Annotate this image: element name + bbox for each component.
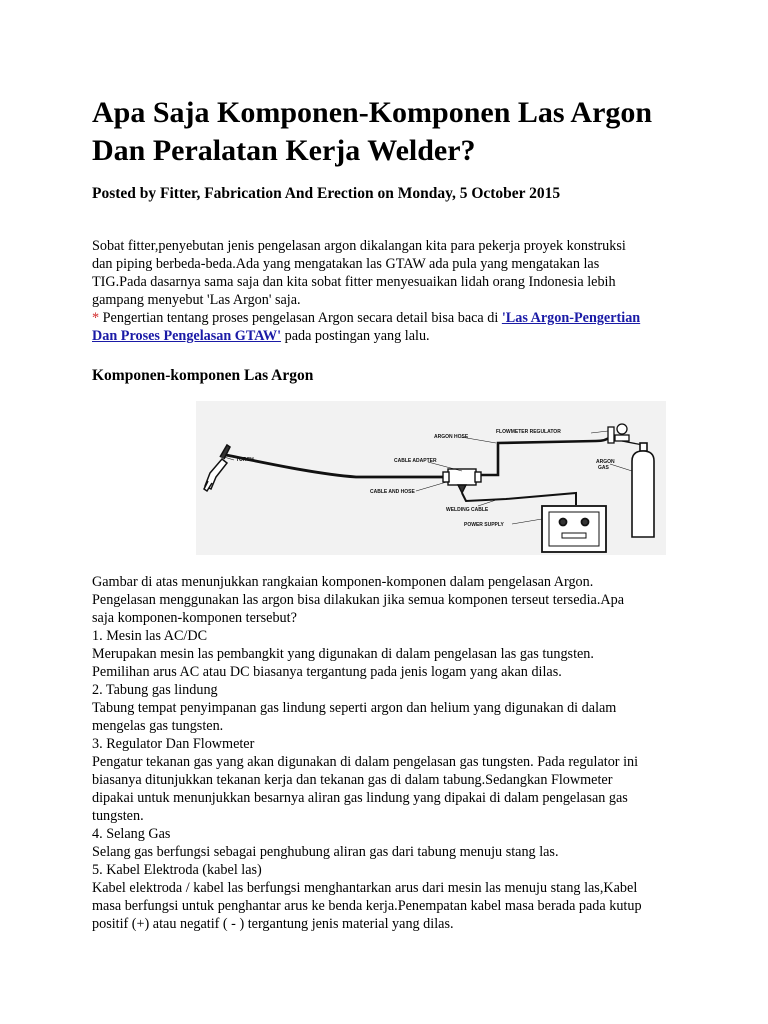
reference-text: Pengertian tentang proses pengelasan Argon secara detail bisa baca di	[99, 310, 502, 326]
torch-label: TORCH	[236, 457, 254, 463]
body-line: Gambar di atas menunjukkan rangkaian komponen-komponen dalam pengelasan Argon.	[92, 574, 594, 590]
cable-adapter-icon	[443, 469, 481, 493]
title-line-1: Apa Saja Komponen-Komponen Las Argon	[92, 96, 653, 129]
gtaw-components-diagram	[196, 401, 666, 555]
body-line: saja komponen-komponen tersebut?	[92, 610, 297, 626]
list-heading: 5. Kabel Elektroda (kabel las)	[92, 862, 262, 878]
argon-gas-label-line-2: GAS	[598, 465, 609, 471]
welding-cable-label: WELDING CABLE	[446, 507, 489, 513]
body-line: dipakai untuk menunjukkan besarnya aliran gas lindung yang dipakai di dalam pengelasan gas	[92, 790, 628, 806]
intro-line: gampang menyebut 'Las Argon' saja.	[92, 292, 301, 308]
argon-cylinder-icon	[632, 443, 654, 537]
body-line: Selang gas berfungsi sebagai penghubung aliran gas dari tabung menuju stang las.	[92, 844, 559, 860]
title-line-2: Dan Peralatan Kerja Welder?	[92, 134, 476, 167]
body-line: masa berfungsi untuk penghantar arus ke benda kerja.Penempatan kabel masa berada pada kutup	[92, 898, 642, 914]
list-heading: 1. Mesin las AC/DC	[92, 628, 208, 644]
flowmeter-regulator-icon	[608, 424, 643, 445]
body-line: mengelas gas tungsten.	[92, 718, 224, 734]
body-line: Tabung tempat penyimpanan gas lindung seperti argon dan helium yang digunakan di dalam	[92, 700, 617, 716]
previous-post-link-continued[interactable]: Dan Proses Pengelasan GTAW'	[92, 328, 282, 344]
argon-gas-label-line-1: ARGON	[596, 459, 615, 465]
reference-line-2	[92, 327, 692, 345]
intro-paragraph	[92, 237, 692, 345]
argon-hose	[481, 437, 610, 475]
intro-line: dan piping berbeda-beda.Ada yang mengatakan las GTAW ada pula yang mengatakan las	[92, 256, 600, 272]
torch-icon	[204, 445, 230, 491]
flowmeter-regulator-label: FLOWMETER REGULATOR	[496, 429, 561, 435]
body-line: Pemilihan arus AC atau DC biasanya tergantung pada jenis logam yang akan dilas.	[92, 664, 562, 680]
power-supply-icon	[542, 506, 606, 552]
body-line: Pengelasan menggunakan las argon bisa dilakukan jika semua komponen terseut tersedia.Apa	[92, 592, 625, 608]
previous-post-link[interactable]: 'Las Argon-Pengertian	[501, 310, 641, 326]
argon-hose-label: ARGON HOSE	[434, 434, 469, 440]
page-title	[92, 94, 692, 170]
cable-adapter-label: CABLE ADAPTER	[394, 458, 437, 464]
reference-tail: pada postingan yang lalu.	[281, 328, 430, 344]
list-heading: 3. Regulator Dan Flowmeter	[92, 736, 255, 752]
body-line: positif (+) atau negatif ( - ) tergantung jenis material yang dilas.	[92, 916, 454, 932]
bullet-asterisk: *	[92, 310, 100, 326]
cable-and-hose-label: CABLE AND HOSE	[370, 489, 415, 495]
list-heading: 4. Selang Gas	[92, 826, 171, 842]
components-description	[92, 573, 692, 933]
post-byline: Posted by Fitter, Fabrication And Erection on Monday, 5 October 2015	[92, 185, 561, 202]
section-heading: Komponen-komponen Las Argon	[92, 367, 314, 384]
intro-line: Sobat fitter,penyebutan jenis pengelasan argon dikalangan kita para pekerja proyek konstruksi	[92, 238, 626, 254]
welding-cable	[462, 493, 576, 505]
reference-line	[92, 309, 692, 327]
body-line: Kabel elektroda / kabel las berfungsi menghantarkan arus dari mesin las menuju stang las,Kabel	[92, 880, 638, 896]
body-line: Pengatur tekanan gas yang akan digunakan di dalam pengelasan gas tungsten. Pada regulator ini	[92, 754, 639, 770]
list-heading: 2. Tabung gas lindung	[92, 682, 218, 698]
body-line: Merupakan mesin las pembangkit yang digunakan di dalam pengelasan las gas tungsten.	[92, 646, 594, 662]
body-line: tungsten.	[92, 808, 144, 824]
body-line: biasanya ditunjukkan tekanan kerja dan tekanan gas di dalam tabung.Sedangkan Flowmeter	[92, 772, 613, 788]
power-supply-label: POWER SUPPLY	[464, 522, 504, 528]
intro-line: TIG.Pada dasarnya sama saja dan kita sobat fitter menyesuaikan lidah orang Indonesia lebih	[92, 274, 616, 290]
